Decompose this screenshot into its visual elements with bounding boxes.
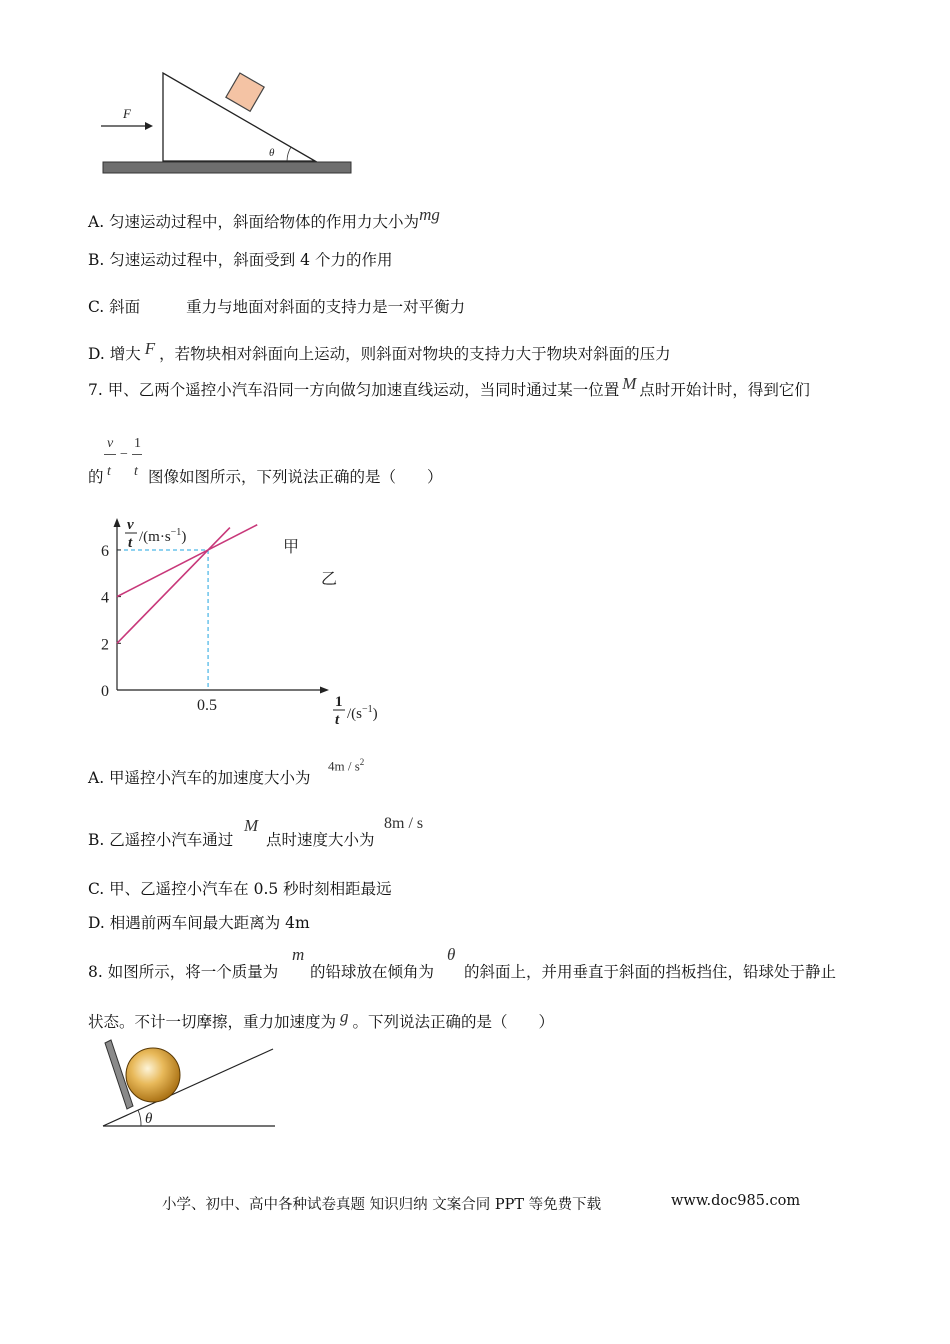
ball-incline-figure bbox=[95, 1035, 285, 1135]
x-label-unit: $/(s^{-1})$ bbox=[347, 704, 378, 722]
q6-option-c: C. 斜面 重力与地面对斜面的支持力是一对平衡力 bbox=[88, 298, 466, 316]
q8-stem-line2: 状态。不计一切摩擦，重力加速度为 g 。下列说法正确的是（ ） bbox=[88, 1007, 555, 1031]
incline-line bbox=[103, 1049, 273, 1126]
y-tick-label: 4 bbox=[101, 589, 109, 607]
math-mg: mg bbox=[419, 205, 440, 224]
q6-option-b: B. 匀速运动过程中，斜面受到 4 个力的作用 bbox=[88, 251, 393, 269]
origin-label: 0 bbox=[101, 683, 109, 700]
y-label-num: v bbox=[127, 517, 134, 533]
q7-stem-line2: 的 bbox=[88, 468, 104, 486]
y-tick-label: 6 bbox=[101, 542, 109, 560]
series-line-jia bbox=[117, 528, 230, 644]
angle-label: θ bbox=[269, 147, 275, 159]
angle-label: θ bbox=[145, 1111, 153, 1127]
x-axis-arrow bbox=[320, 687, 329, 694]
q8-theta: θ bbox=[447, 945, 456, 964]
x-label-den: t bbox=[335, 712, 340, 727]
incline-block-figure bbox=[95, 68, 360, 178]
q7-dash: − bbox=[120, 447, 128, 462]
q6-option-d: D. 增大 F ，若物块相对斜面向上运动，则斜面对物块的支持力大于物块对斜面的压力 bbox=[88, 339, 671, 363]
q7-stem-line1: 7. 甲、乙两个遥控小汽车沿同一方向做匀加速直线运动，当同时通过某一位置 M 点时开始计时，得到它们 bbox=[88, 374, 810, 399]
x-tick-label: 0.5 bbox=[197, 697, 218, 714]
force-label: F bbox=[123, 106, 131, 121]
q7-option-a: A. 甲遥控小汽车的加速度大小为 bbox=[88, 769, 311, 787]
q7-option-b: B. 乙遥控小汽车通过 bbox=[88, 831, 234, 849]
q7-option-b-M: M bbox=[244, 816, 259, 835]
q8-stem-line1: 8. 如图所示，将一个质量为 bbox=[88, 963, 279, 981]
y-tick-label: 2 bbox=[101, 636, 109, 654]
x-label-num: 1 bbox=[335, 694, 343, 710]
q8-stem-line1-b: 的铅球放在倾角为 bbox=[310, 963, 435, 981]
footer-text: 小学、初中、高中各种试卷真题 知识归纳 文案合同 PPT 等免费下载 bbox=[162, 1197, 602, 1213]
y-label-den: t bbox=[128, 535, 133, 551]
q8-mass-m: m bbox=[292, 945, 305, 964]
q6-option-a: A. 匀速运动过程中，斜面给物体的作用力大小为mg bbox=[88, 205, 440, 231]
q8-stem-line1-c: 的斜面上，并用垂直于斜面的挡板挡住，铅球处于静止 bbox=[464, 963, 837, 981]
y-label-unit: $/(m\cdot s^{-1})$ bbox=[139, 527, 187, 545]
q7-option-b-math: 8m / s bbox=[384, 815, 424, 832]
series-label-jia: 甲 bbox=[283, 539, 300, 556]
series-label-yi: 乙 bbox=[321, 571, 338, 588]
v-over-t-chart bbox=[85, 512, 405, 727]
y-axis-arrow bbox=[114, 518, 121, 527]
q7-option-b-rest: 点时速度大小为 bbox=[266, 831, 375, 849]
lead-ball bbox=[126, 1048, 180, 1102]
ground-bar bbox=[103, 162, 351, 173]
q7-option-a-math: $4m / s^2$ bbox=[328, 757, 365, 774]
footer-url: www.doc985.com bbox=[671, 1193, 801, 1209]
block bbox=[226, 73, 264, 111]
q7-option-d: D. 相遇前两车间最大距离为 4m bbox=[88, 914, 310, 932]
q7-stem-line2-rest: 图像如图所示，下列说法正确的是（ ） bbox=[148, 468, 443, 486]
angle-arc bbox=[138, 1110, 141, 1126]
q7-option-c: C. 甲、乙遥控小汽车在 0.5 秒时刻相距最远 bbox=[88, 880, 392, 898]
